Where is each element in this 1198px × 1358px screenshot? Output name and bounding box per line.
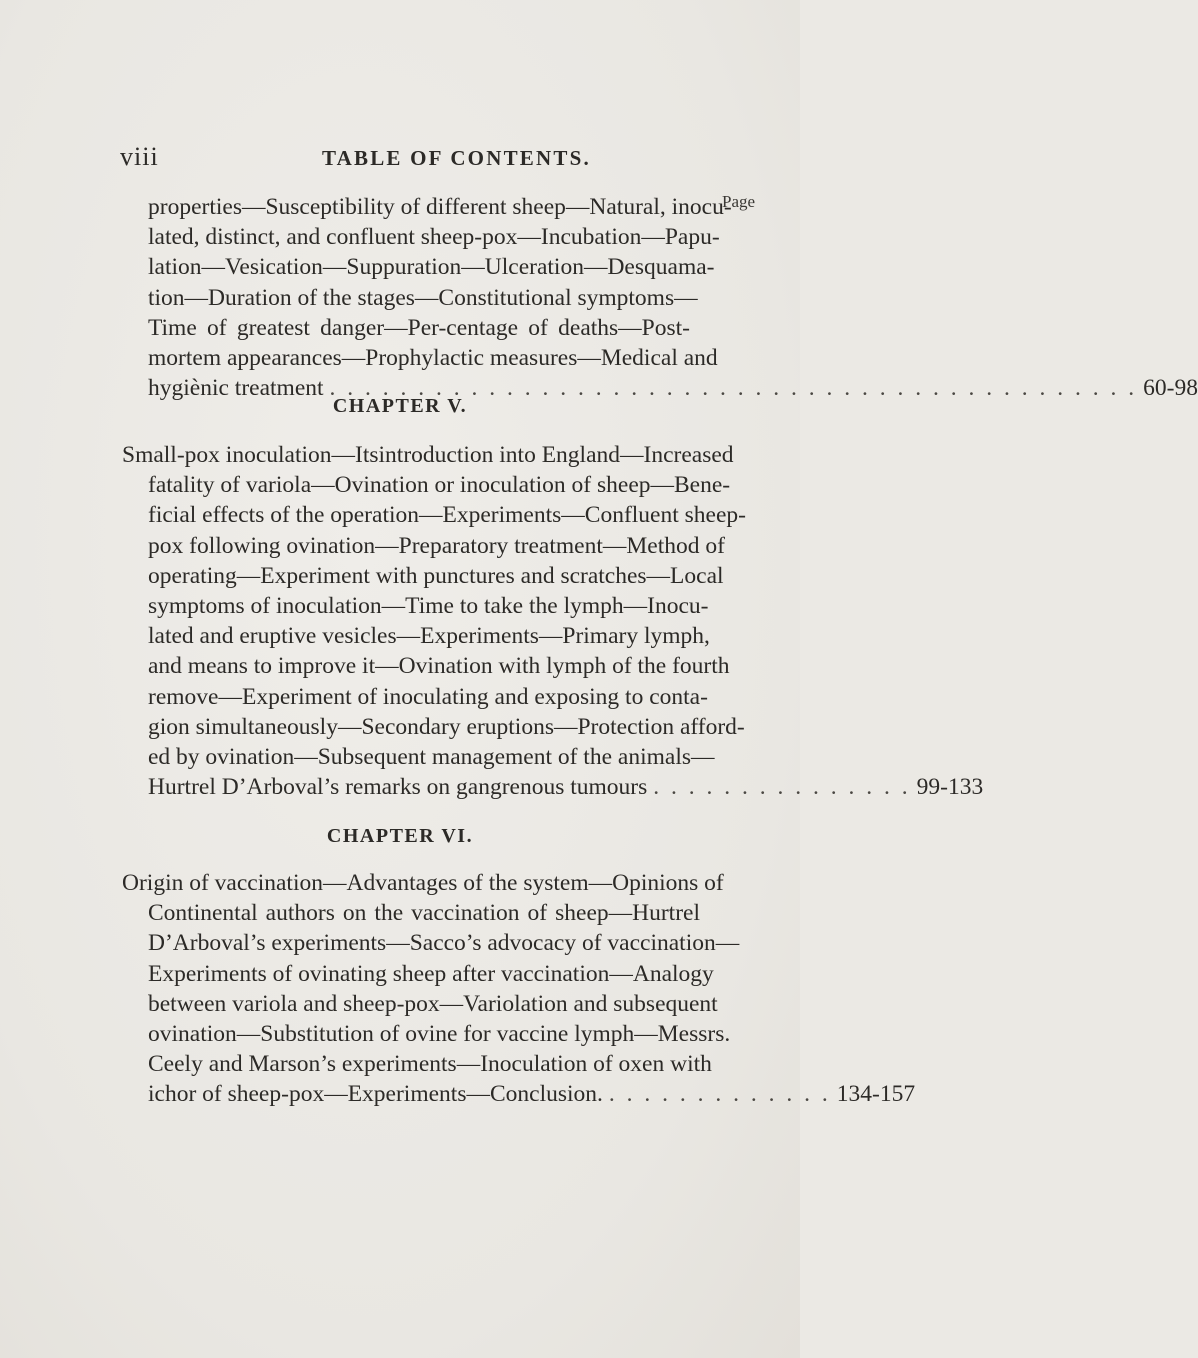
- entry-line: pox following ovination—Preparatory treatment—Method of: [148, 532, 725, 559]
- chapter-heading: CHAPTER V.: [332, 395, 468, 417]
- entry-line: lation—Vesication—Suppuration—Ulceration—Desquama-: [148, 254, 715, 281]
- entry-line: ichor of sheep-pox—Experiments—Conclusion.: [148, 1081, 603, 1108]
- entry-first-line: Small-pox inoculation—Itsintroduction into England—Increased: [122, 442, 734, 468]
- entry-line: Continental authors on the vaccination of sheep—Hurtrel: [148, 900, 700, 927]
- page-range: 60-98: [1143, 375, 1198, 402]
- entry-line: operating—Experiment with punctures and scratches—Local: [148, 562, 724, 589]
- entry-line: gion simultaneously—Secondary eruptions—Protection afford-: [148, 713, 745, 740]
- entry-line: ovination—Substitution of ovine for vaccine lymph—Messrs.: [148, 1020, 731, 1047]
- page-column-label: Page: [722, 192, 756, 211]
- entry-line: remove—Experiment of inoculating and exposing to conta-: [148, 683, 708, 710]
- chapter-heading: CHAPTER VI.: [326, 825, 474, 847]
- page-range: 99-133: [916, 774, 984, 801]
- dot-leader: . . . . . . . . . . . . .: [608, 1081, 831, 1108]
- entry-last-line: [148, 1079, 916, 1109]
- entry-line: lated, distinct, and confluent sheep-pox—Incubation—Papu-: [148, 224, 720, 251]
- entry-line: Ceely and Marson’s experiments—Inoculation of oxen with: [148, 1051, 712, 1078]
- entry-line: Time of greatest danger—Per-centage of deaths—Post-: [148, 314, 690, 341]
- entry-last-line: [148, 772, 984, 802]
- toc-entry-chapter-6: [0, 868, 916, 1110]
- entry-line: hygiènic treatment: [148, 375, 324, 402]
- page-number: viii: [120, 142, 159, 171]
- entry-line: D’Arboval’s experiments—Sacco’s advocacy of vaccination—: [148, 930, 740, 957]
- page-range: 134-157: [836, 1081, 916, 1108]
- entry-line: mortem appearances—Prophylactic measures—Medical and: [148, 344, 718, 371]
- toc-entry-chapter-4: [0, 192, 1198, 403]
- entry-line: Hurtrel D’Arboval’s remarks on gangrenous tumours: [148, 774, 648, 801]
- entry-line: lated and eruptive vesicles—Experiments—Primary lymph,: [148, 623, 710, 650]
- entry-line: ficial effects of the operation—Experiments—Confluent sheep-: [148, 502, 746, 529]
- entry-line: ed by ovination—Subsequent management of the animals—: [148, 743, 715, 770]
- entry-line: properties—Susceptibility of different sheep—Natural, inocu-: [148, 194, 732, 220]
- dot-leader: . . . . . . . . . . . . . . . . . . . . . . . . . . . . . . . . . . . . . . . . . . . . . .: [329, 375, 1138, 402]
- dot-leader: . . . . . . . . . . . . . . .: [653, 774, 911, 801]
- entry-first-line: Origin of vaccination—Advantages of the system—Opinions of: [122, 870, 724, 896]
- entry-line: Experiments of ovinating sheep after vaccination—Analogy: [148, 960, 714, 987]
- page-header: [0, 140, 800, 180]
- entry-line: and means to improve it—Ovination with lymph of the fourth: [148, 653, 730, 680]
- entry-line: fatality of variola—Ovination or inoculation of sheep—Bene-: [148, 472, 731, 499]
- entry-line: between variola and sheep-pox—Variolation and subsequent: [148, 990, 718, 1017]
- entry-line: tion—Duration of the stages—Constitutional symptoms—: [148, 284, 698, 311]
- entry-line: symptoms of inoculation—Time to take the lymph—Inocu-: [148, 592, 709, 619]
- running-head: TABLE OF CONTENTS.: [322, 146, 591, 170]
- toc-entry-chapter-5: [0, 440, 984, 802]
